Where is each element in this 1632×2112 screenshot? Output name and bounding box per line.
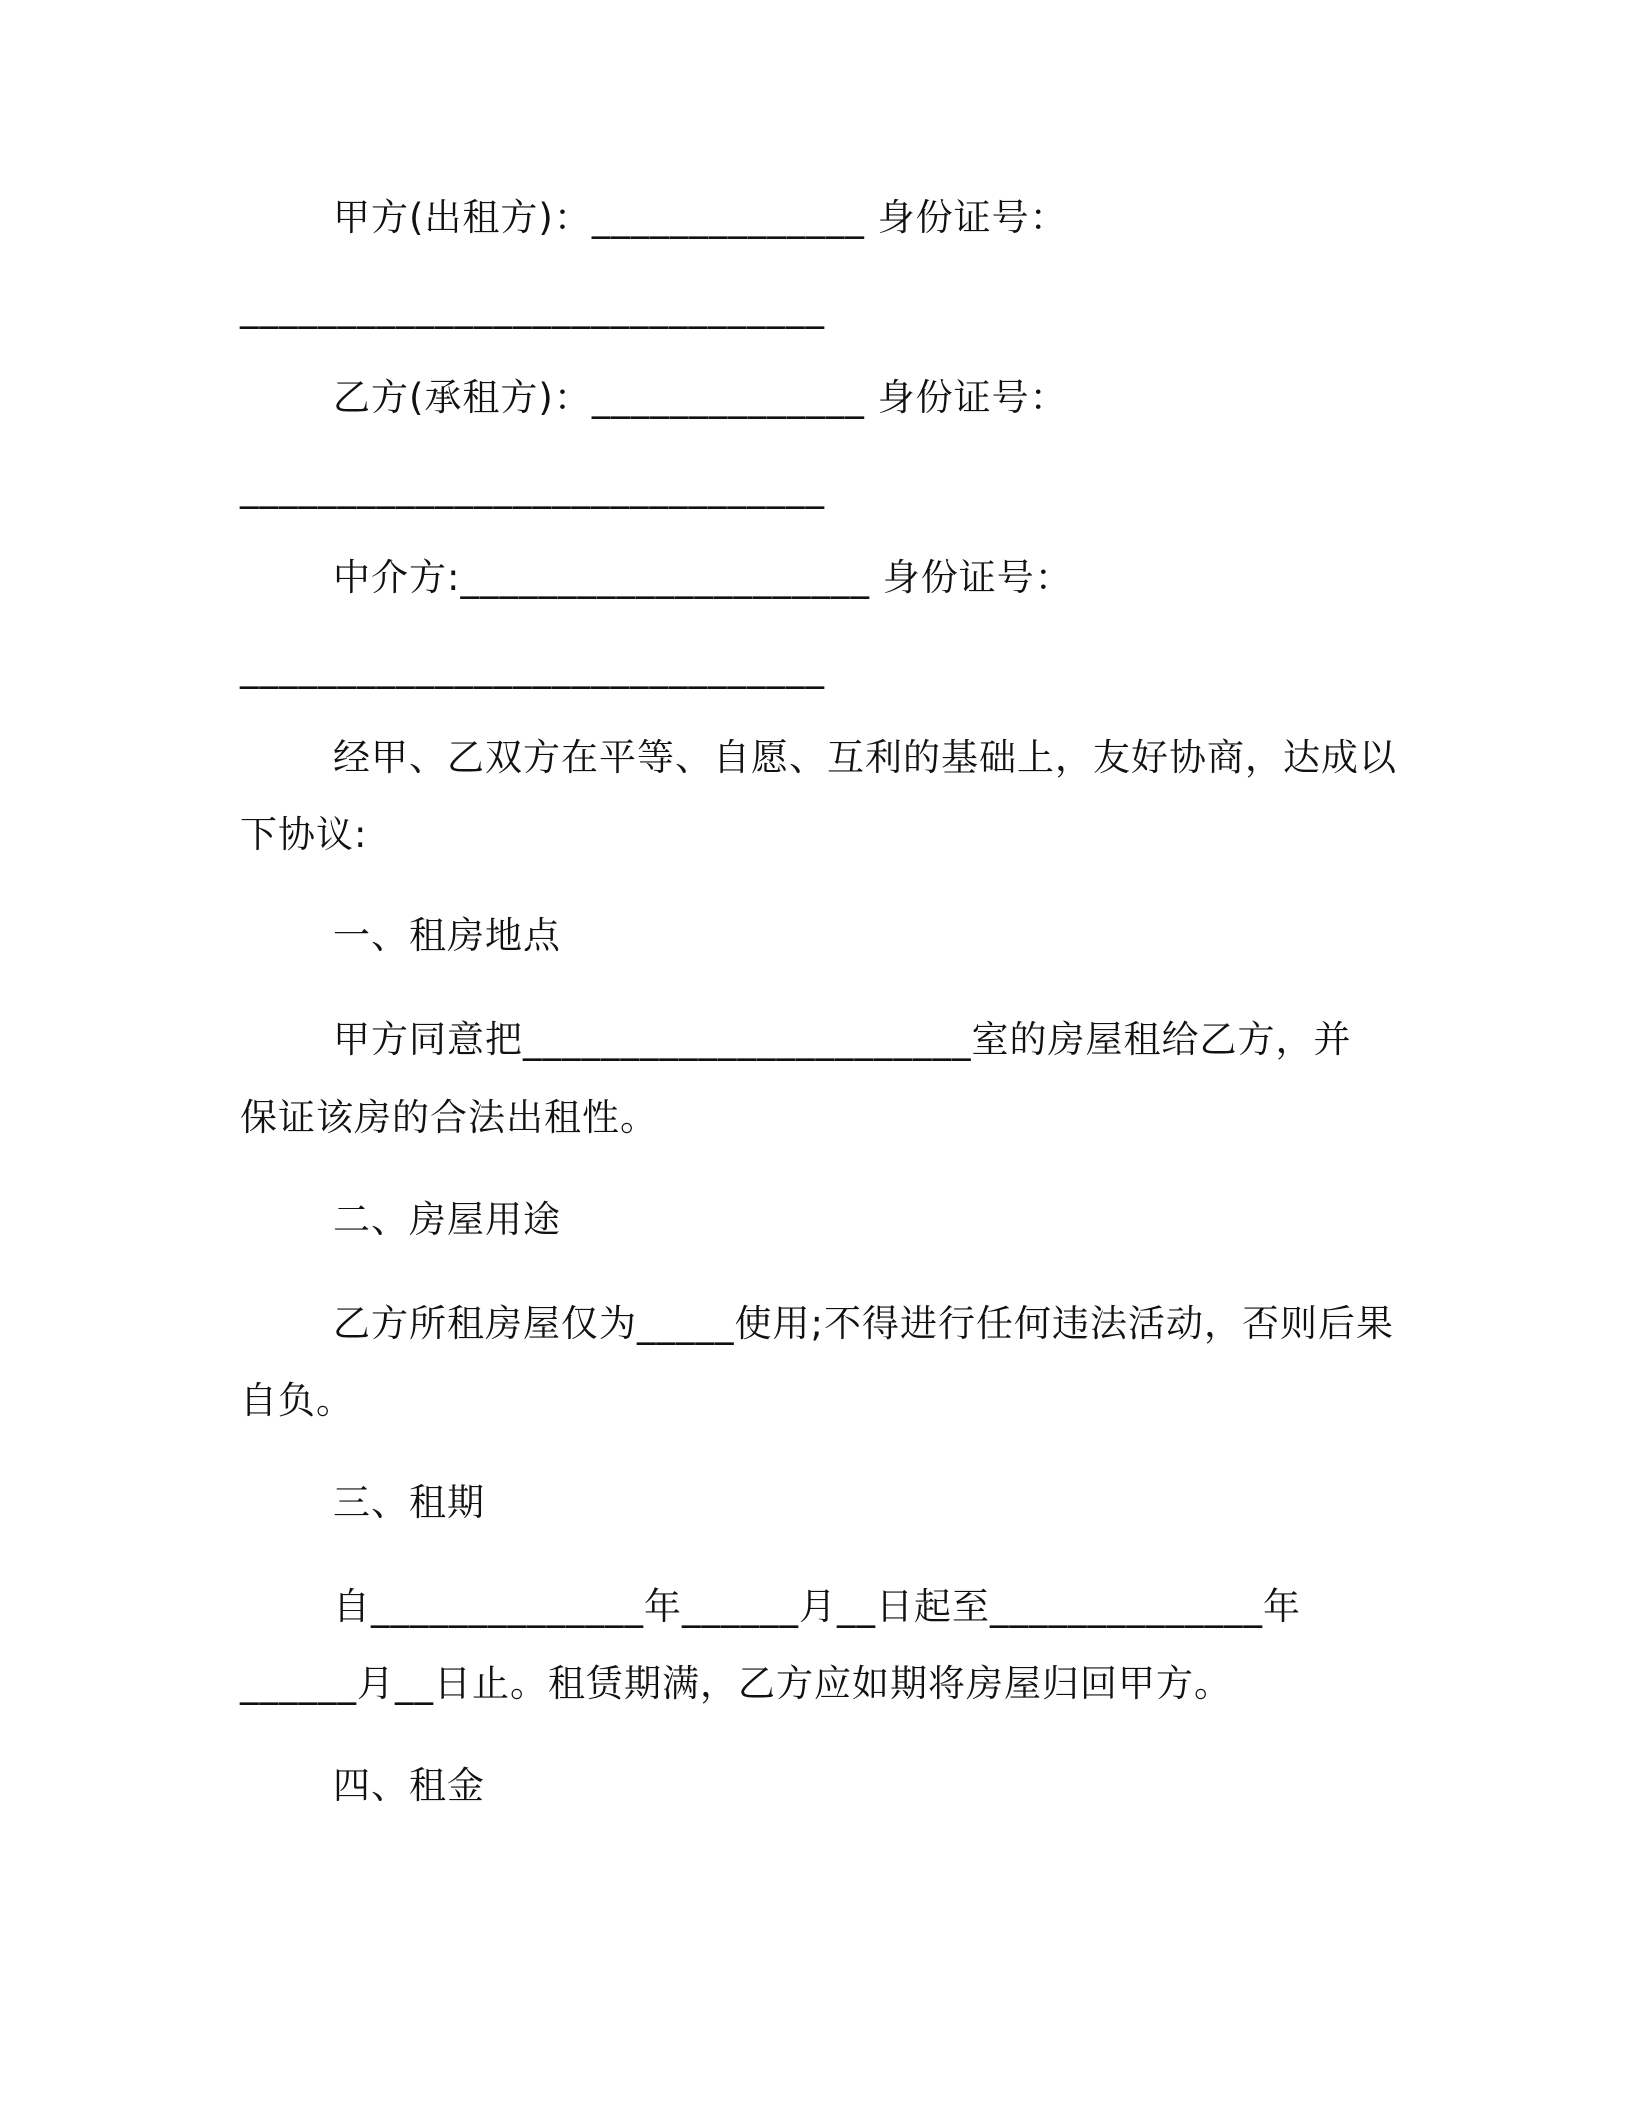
party-b-id-line: ______________________________	[240, 466, 825, 509]
intro-paragraph-line-1: 经甲、乙双方在平等、自愿、互利的基础上，友好协商，达成以	[333, 736, 1397, 779]
agent-line: 中介方:_____________________ 身份证号：	[333, 556, 1073, 599]
party-a-line: 甲方(出租方)：______________ 身份证号：	[333, 196, 1068, 239]
intro-paragraph-line-2: 下协议:	[240, 813, 368, 856]
agent-id-line: ______________________________	[240, 646, 825, 689]
usage-paragraph-line-2: 自负。	[240, 1379, 354, 1422]
section-heading-usage: 二、房屋用途	[333, 1198, 561, 1241]
party-b-line: 乙方(承租方)：______________ 身份证号：	[333, 376, 1068, 419]
usage-paragraph-line-1: 乙方所租房屋仅为_____使用;不得进行任何违法活动，否则后果	[333, 1302, 1394, 1345]
location-paragraph-line-1: 甲方同意把_______________________室的房屋租给乙方，并	[333, 1018, 1352, 1061]
location-paragraph-line-2: 保证该房的合法出租性。	[240, 1096, 658, 1139]
section-heading-location: 一、租房地点	[333, 914, 561, 957]
section-heading-term: 三、租期	[333, 1481, 485, 1524]
section-heading-rent: 四、租金	[333, 1764, 485, 1807]
party-a-id-line: ______________________________	[240, 286, 825, 329]
term-paragraph-line-1: 自______________年______月__日起至______________年	[333, 1585, 1301, 1628]
term-paragraph-line-2: ______月__日止。租赁期满，乙方应如期将房屋归回甲方。	[240, 1662, 1232, 1705]
